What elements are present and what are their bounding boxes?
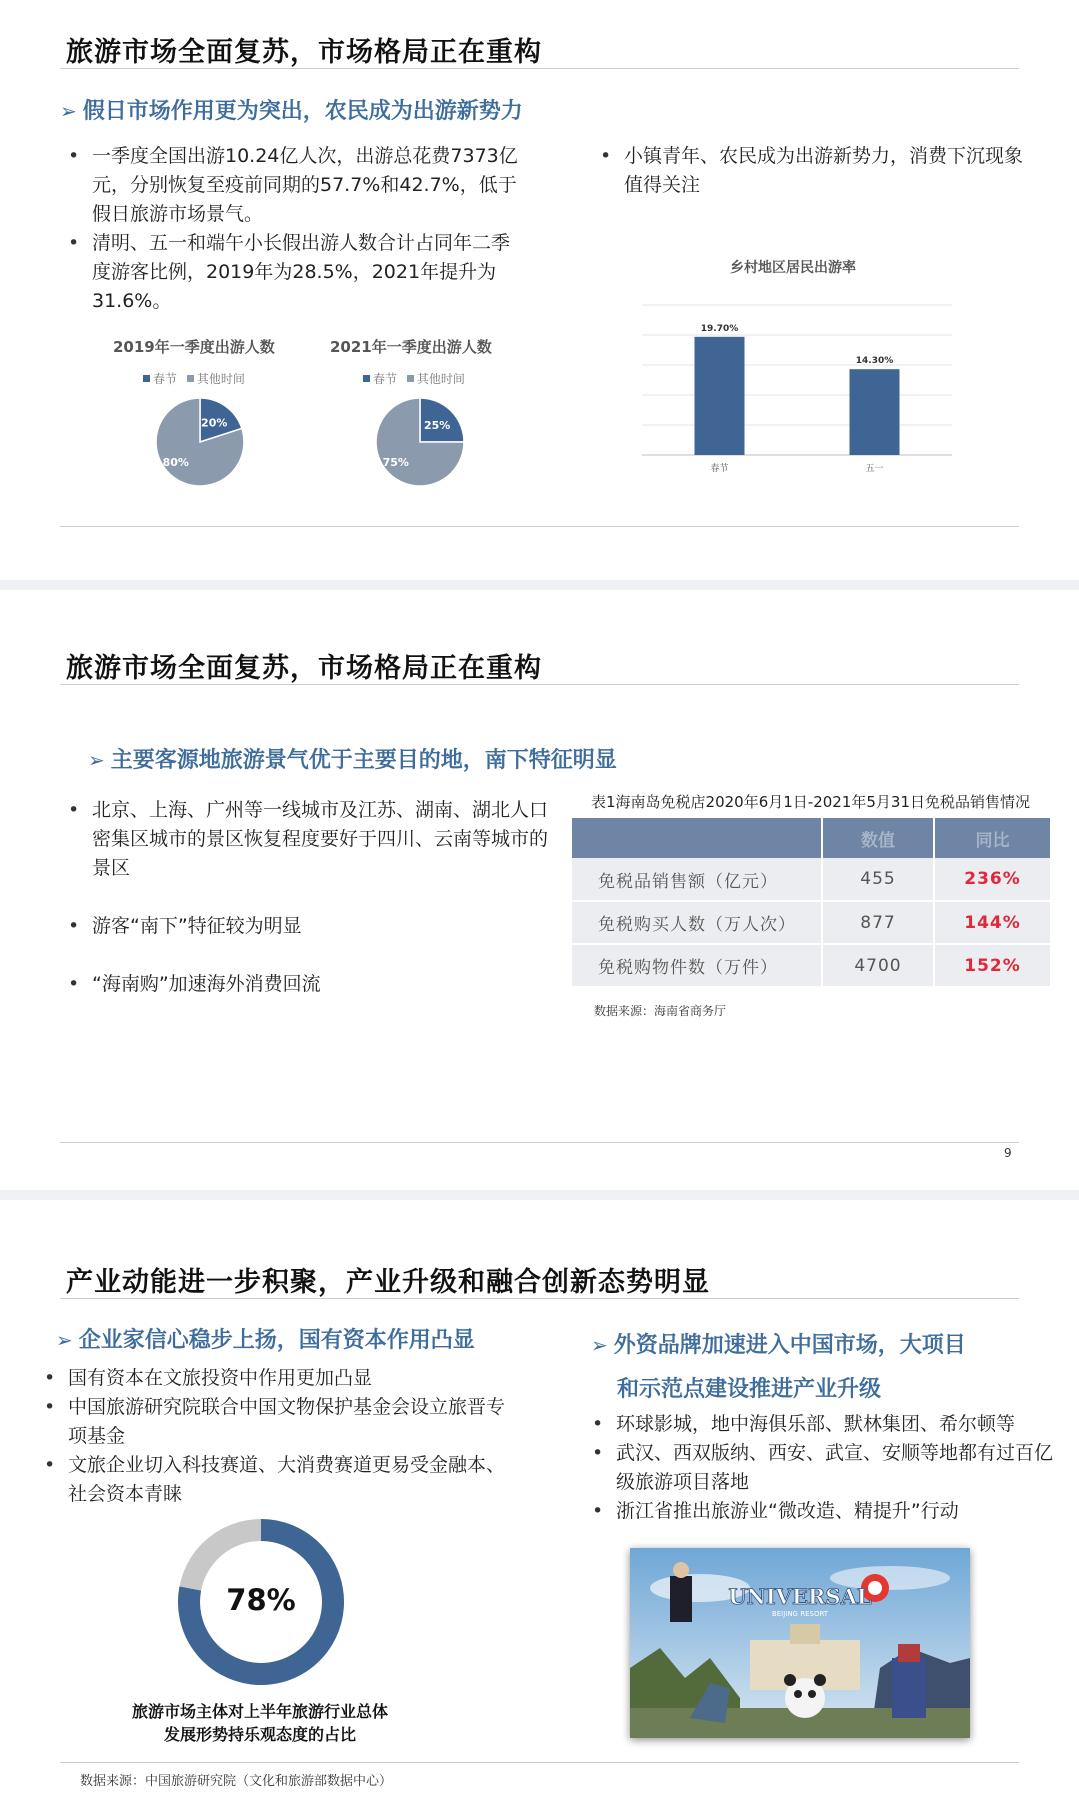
table-header-row bbox=[572, 818, 1051, 858]
list-item: • 北京、上海、广州等一线城市及江苏、湖南、湖北人口密集区城市的景区恢复程度要好于四川、云南等城市的景区 bbox=[64, 796, 564, 883]
slide-3-right-subtitle-text: 外资品牌加速进入中国市场，大项目 bbox=[613, 1333, 966, 1358]
slide-3-left-bullets bbox=[40, 1364, 510, 1509]
pie-data-label: 80% bbox=[162, 455, 189, 469]
list-item: • 游客“南下”特征较为明显 bbox=[64, 912, 564, 941]
slide-3 bbox=[0, 1200, 1079, 1801]
chevron-right-icon: ➢ bbox=[56, 1328, 73, 1352]
table-cell: 免税购买人数（万人次） bbox=[572, 901, 822, 944]
slide-1-subtitle bbox=[60, 94, 523, 125]
bar-chart-rural bbox=[632, 295, 962, 485]
universal-logo-subtext: BEIJING RESORT bbox=[771, 1610, 829, 1618]
table-header-cell: 数值 bbox=[822, 818, 934, 858]
slide-2-subtitle bbox=[88, 743, 617, 774]
slide-2-title: 旅游市场全面复苏，市场格局正在重构 bbox=[66, 653, 542, 684]
page-number: 9 bbox=[1004, 1146, 1012, 1160]
slide-2 bbox=[0, 590, 1079, 1190]
slide-2-subtitle-text: 主要客源地旅游景气优于主要目的地，南下特征明显 bbox=[110, 748, 617, 773]
x-tick-label: 五一 bbox=[865, 464, 884, 474]
x-tick-label: 春节 bbox=[710, 464, 729, 474]
legend-label: 春节 bbox=[373, 372, 398, 386]
slide-3-footer-line bbox=[60, 1762, 1019, 1763]
chevron-right-icon: ➢ bbox=[88, 748, 105, 772]
list-item: • 一季度全国出游10.24亿人次，出游总花费7373亿元，分别恢复至疫前同期的57.7%和42.7%，低于假日旅游市场景气。 bbox=[64, 142, 520, 229]
slide-3-right-subtitle-line: 和示范点建设推进产业升级 bbox=[617, 1377, 882, 1402]
table-header-cell: 同比 bbox=[934, 818, 1051, 858]
universal-resort-photo bbox=[630, 1548, 970, 1738]
list-item: • 文旅企业切入科技赛道、大消费赛道更易受金融本、社会资本青睐 bbox=[40, 1451, 510, 1509]
slide-3-title: 产业动能进一步积聚，产业升级和融合创新态势明显 bbox=[66, 1267, 710, 1298]
list-item: • 武汉、西双版纳、西安、武宣、安顺等地都有过百亿级旅游项目落地 bbox=[588, 1439, 1068, 1497]
slide-3-right-subtitle bbox=[591, 1323, 966, 1412]
list-item: • 国有资本在文旅投资中作用更加凸显 bbox=[40, 1364, 510, 1393]
list-item: • 浙江省推出旅游业“微改造、精提升”行动 bbox=[588, 1497, 1068, 1526]
universal-resort-illustration bbox=[630, 1548, 970, 1738]
pie-data-label: 20% bbox=[201, 416, 228, 430]
table-cell: 免税品销售额（亿元） bbox=[572, 858, 822, 901]
donut-value: 78% bbox=[226, 1583, 296, 1617]
pie-2019-title: 2019年一季度出游人数 bbox=[113, 338, 275, 356]
legend-swatch-other bbox=[407, 375, 414, 382]
slide-3-right-bullets bbox=[588, 1410, 1068, 1526]
pie-data-label: 25% bbox=[423, 418, 451, 432]
table-row bbox=[572, 901, 1051, 944]
pie-data-label: 75% bbox=[382, 455, 409, 469]
donut-caption-line: 发展形势持乐观态度的占比 bbox=[163, 1725, 356, 1744]
donut-caption-line: 旅游市场主体对上半年旅游行业总体 bbox=[131, 1702, 388, 1721]
slide-1-footer-line bbox=[60, 526, 1019, 527]
table-source: 数据来源：海南省商务厅 bbox=[594, 1004, 727, 1018]
pie-2021-legend bbox=[363, 370, 465, 387]
bar bbox=[850, 369, 900, 455]
legend-swatch-other bbox=[187, 375, 194, 382]
bar-data-label: 19.70% bbox=[700, 323, 739, 334]
pie-2019-legend bbox=[143, 370, 245, 387]
chevron-right-icon: ➢ bbox=[60, 99, 77, 123]
duty-free-table bbox=[572, 818, 1052, 988]
title-divider bbox=[60, 684, 1019, 685]
slide-1-title: 旅游市场全面复苏，市场格局正在重构 bbox=[66, 37, 542, 68]
bar-chart-title: 乡村地区居民出游率 bbox=[730, 260, 856, 276]
legend-swatch-spring bbox=[143, 375, 150, 382]
list-item: • 小镇青年、农民成为出游新势力，消费下沉现象值得关注 bbox=[596, 142, 1026, 200]
title-divider bbox=[60, 1298, 1019, 1299]
universal-logo-text: UNIVERSAL bbox=[728, 1584, 872, 1609]
table-header-cell bbox=[572, 818, 822, 858]
slide-1-subtitle-text: 假日市场作用更为突出，农民成为出游新势力 bbox=[82, 99, 523, 124]
table-cell: 152% bbox=[934, 944, 1051, 987]
pie-chart-2021 bbox=[370, 392, 470, 492]
slide-3-left-subtitle-text: 企业家信心稳步上扬，国有资本作用凸显 bbox=[78, 1328, 475, 1353]
table-cell: 免税购物件数（万件） bbox=[572, 944, 822, 987]
pie-chart-2019 bbox=[150, 392, 250, 492]
donut-caption bbox=[80, 1700, 440, 1746]
slide-2-bullets bbox=[64, 796, 564, 999]
chevron-right-icon: ➢ bbox=[591, 1333, 608, 1357]
table-cell: 455 bbox=[822, 858, 934, 901]
table-row bbox=[572, 858, 1051, 901]
slide-3-source: 数据来源：中国旅游研究院（文化和旅游部数据中心） bbox=[80, 1774, 393, 1789]
slide-2-footer-line bbox=[60, 1142, 1019, 1143]
legend-label: 春节 bbox=[153, 372, 178, 386]
pie-2021-title: 2021年一季度出游人数 bbox=[330, 338, 492, 356]
slide-1-right-bullets bbox=[596, 142, 1026, 200]
table-cell: 144% bbox=[934, 901, 1051, 944]
list-item: • 中国旅游研究院联合中国文物保护基金会设立旅晋专项基金 bbox=[40, 1393, 510, 1451]
title-divider bbox=[60, 68, 1019, 69]
list-item: • “海南购”加速海外消费回流 bbox=[64, 970, 564, 999]
table-cell: 877 bbox=[822, 901, 934, 944]
table-cell: 4700 bbox=[822, 944, 934, 987]
table-caption: 表1海南岛免税店2020年6月1日-2021年5月31日免税品销售情况 bbox=[591, 793, 1031, 811]
slide-3-right-subtitle-line bbox=[591, 1323, 966, 1368]
slide-separator bbox=[0, 1190, 1079, 1200]
legend-label: 其他时间 bbox=[196, 372, 245, 386]
list-item: • 环球影城，地中海俱乐部、默林集团、希尔顿等 bbox=[588, 1410, 1068, 1439]
legend-swatch-spring bbox=[363, 375, 370, 382]
bar-data-label: 14.30% bbox=[855, 356, 894, 367]
slide-separator bbox=[0, 580, 1079, 590]
table-row bbox=[572, 944, 1051, 987]
slide-3-left-subtitle bbox=[56, 1323, 475, 1354]
slide-1-left-bullets bbox=[64, 142, 520, 316]
slide-1 bbox=[0, 0, 1079, 580]
legend-label: 其他时间 bbox=[416, 372, 465, 386]
table-cell: 236% bbox=[934, 858, 1051, 901]
bar bbox=[695, 337, 745, 455]
list-item: • 清明、五一和端午小长假出游人数合计占同年二季度游客比例，2019年为28.5%，2021年提升为31.6%。 bbox=[64, 229, 520, 316]
